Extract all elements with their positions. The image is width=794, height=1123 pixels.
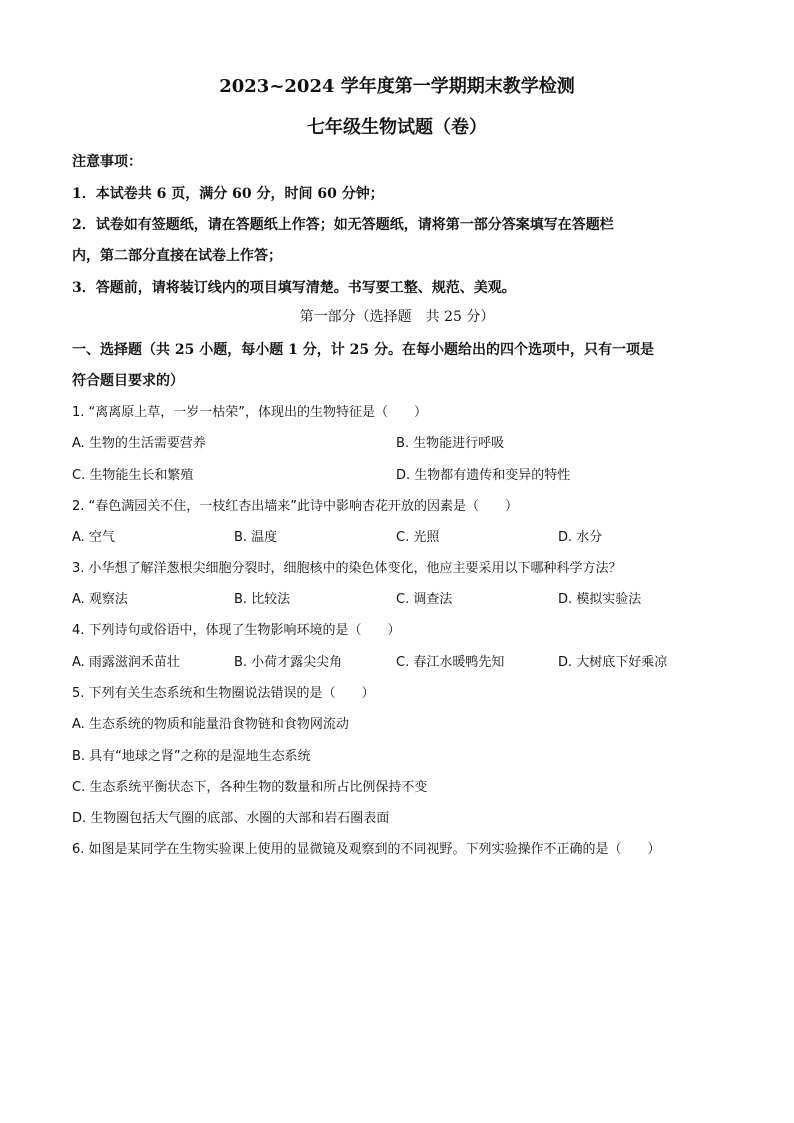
question-4-option-a: A. 雨露滋润禾苗壮 — [72, 655, 180, 670]
question-5-option-c: C. 生态系统平衡状态下，各种生物的数量和所占比例保持不变 — [72, 780, 428, 795]
question-3-option-d: D. 模拟实验法 — [558, 592, 642, 607]
part1-heading: 第一部分（选择题 共 25 分） — [299, 309, 495, 325]
exam-subtitle: 七年级生物试题（卷） — [307, 117, 487, 138]
question-2-option-c: C. 光照 — [396, 530, 440, 545]
note-2-line-1: 2．试卷如有签题纸，请在答题纸上作答；如无答题纸，请将第一部分答案填写在答题栏 — [72, 217, 614, 233]
question-4-option-d: D. 大树底下好乘凉 — [558, 655, 668, 670]
note-2-line-2: 内，第二部分直接在试卷上作答； — [72, 248, 282, 264]
question-4-option-c: C. 春江水暖鸭先知 — [396, 655, 505, 670]
question-1-option-b: B. 生物能进行呼吸 — [396, 436, 505, 451]
question-5-option-b: B. 具有“地球之肾”之称的是湿地生态系统 — [72, 749, 311, 764]
question-5-stem: 5. 下列有关生态系统和生物圈说法错误的是（ ） — [72, 686, 375, 701]
question-2-stem: 2. “春色满园关不住，一枝红杏出墙来”此诗中影响杏花开放的因素是（ ） — [72, 499, 519, 514]
question-3-stem: 3. 小华想了解洋葱根尖细胞分裂时，细胞核中的染色体变化，他应主要采用以下哪种科学方法？ — [72, 561, 622, 576]
question-1-option-d: D. 生物都有遗传和变异的特性 — [396, 468, 571, 483]
question-6-stem: 6. 如图是某同学在生物实验课上使用的显微镜及观察到的不同视野。下列实验操作不正确的是（ ） — [72, 842, 661, 857]
question-2-option-a: A. 空气 — [72, 530, 115, 545]
exam-title: 2023~2024 学年度第一学期期末教学检测 — [219, 76, 575, 97]
question-3-option-a: A. 观察法 — [72, 592, 128, 607]
part1-instructions-line-1: 一、选择题（共 25 小题，每小题 1 分，计 25 分。在每小题给出的四个选项中，只有一项是 — [72, 342, 654, 358]
question-4-option-b: B. 小荷才露尖尖角 — [234, 655, 343, 670]
part1-instructions-line-2: 符合题目要求的） — [72, 373, 184, 389]
question-5-option-a: A. 生态系统的物质和能量沿食物链和食物网流动 — [72, 717, 349, 732]
question-1-option-c: C. 生物能生长和繁殖 — [72, 468, 194, 483]
question-1-option-a: A. 生物的生活需要营养 — [72, 436, 206, 451]
question-5-option-d: D. 生物圈包括大气圈的底部、水圈的大部和岩石圈表面 — [72, 811, 390, 826]
notes-heading: 注意事项： — [72, 154, 142, 170]
question-3-option-c: C. 调查法 — [396, 592, 453, 607]
question-1-stem: 1. “离离原上草，一岁一枯荣”，体现出的生物特征是（ ） — [72, 405, 428, 420]
note-3: 3．答题前，请将装订线内的项目填写清楚。书写要工整、规范、美观。 — [72, 280, 516, 296]
note-1: 1．本试卷共 6 页，满分 60 分，时间 60 分钟； — [72, 186, 384, 202]
question-2-option-b: B. 温度 — [234, 530, 278, 545]
question-2-option-d: D. 水分 — [558, 530, 603, 545]
question-4-stem: 4. 下列诗句或俗语中，体现了生物影响环境的是（ ） — [72, 623, 401, 638]
question-3-option-b: B. 比较法 — [234, 592, 291, 607]
